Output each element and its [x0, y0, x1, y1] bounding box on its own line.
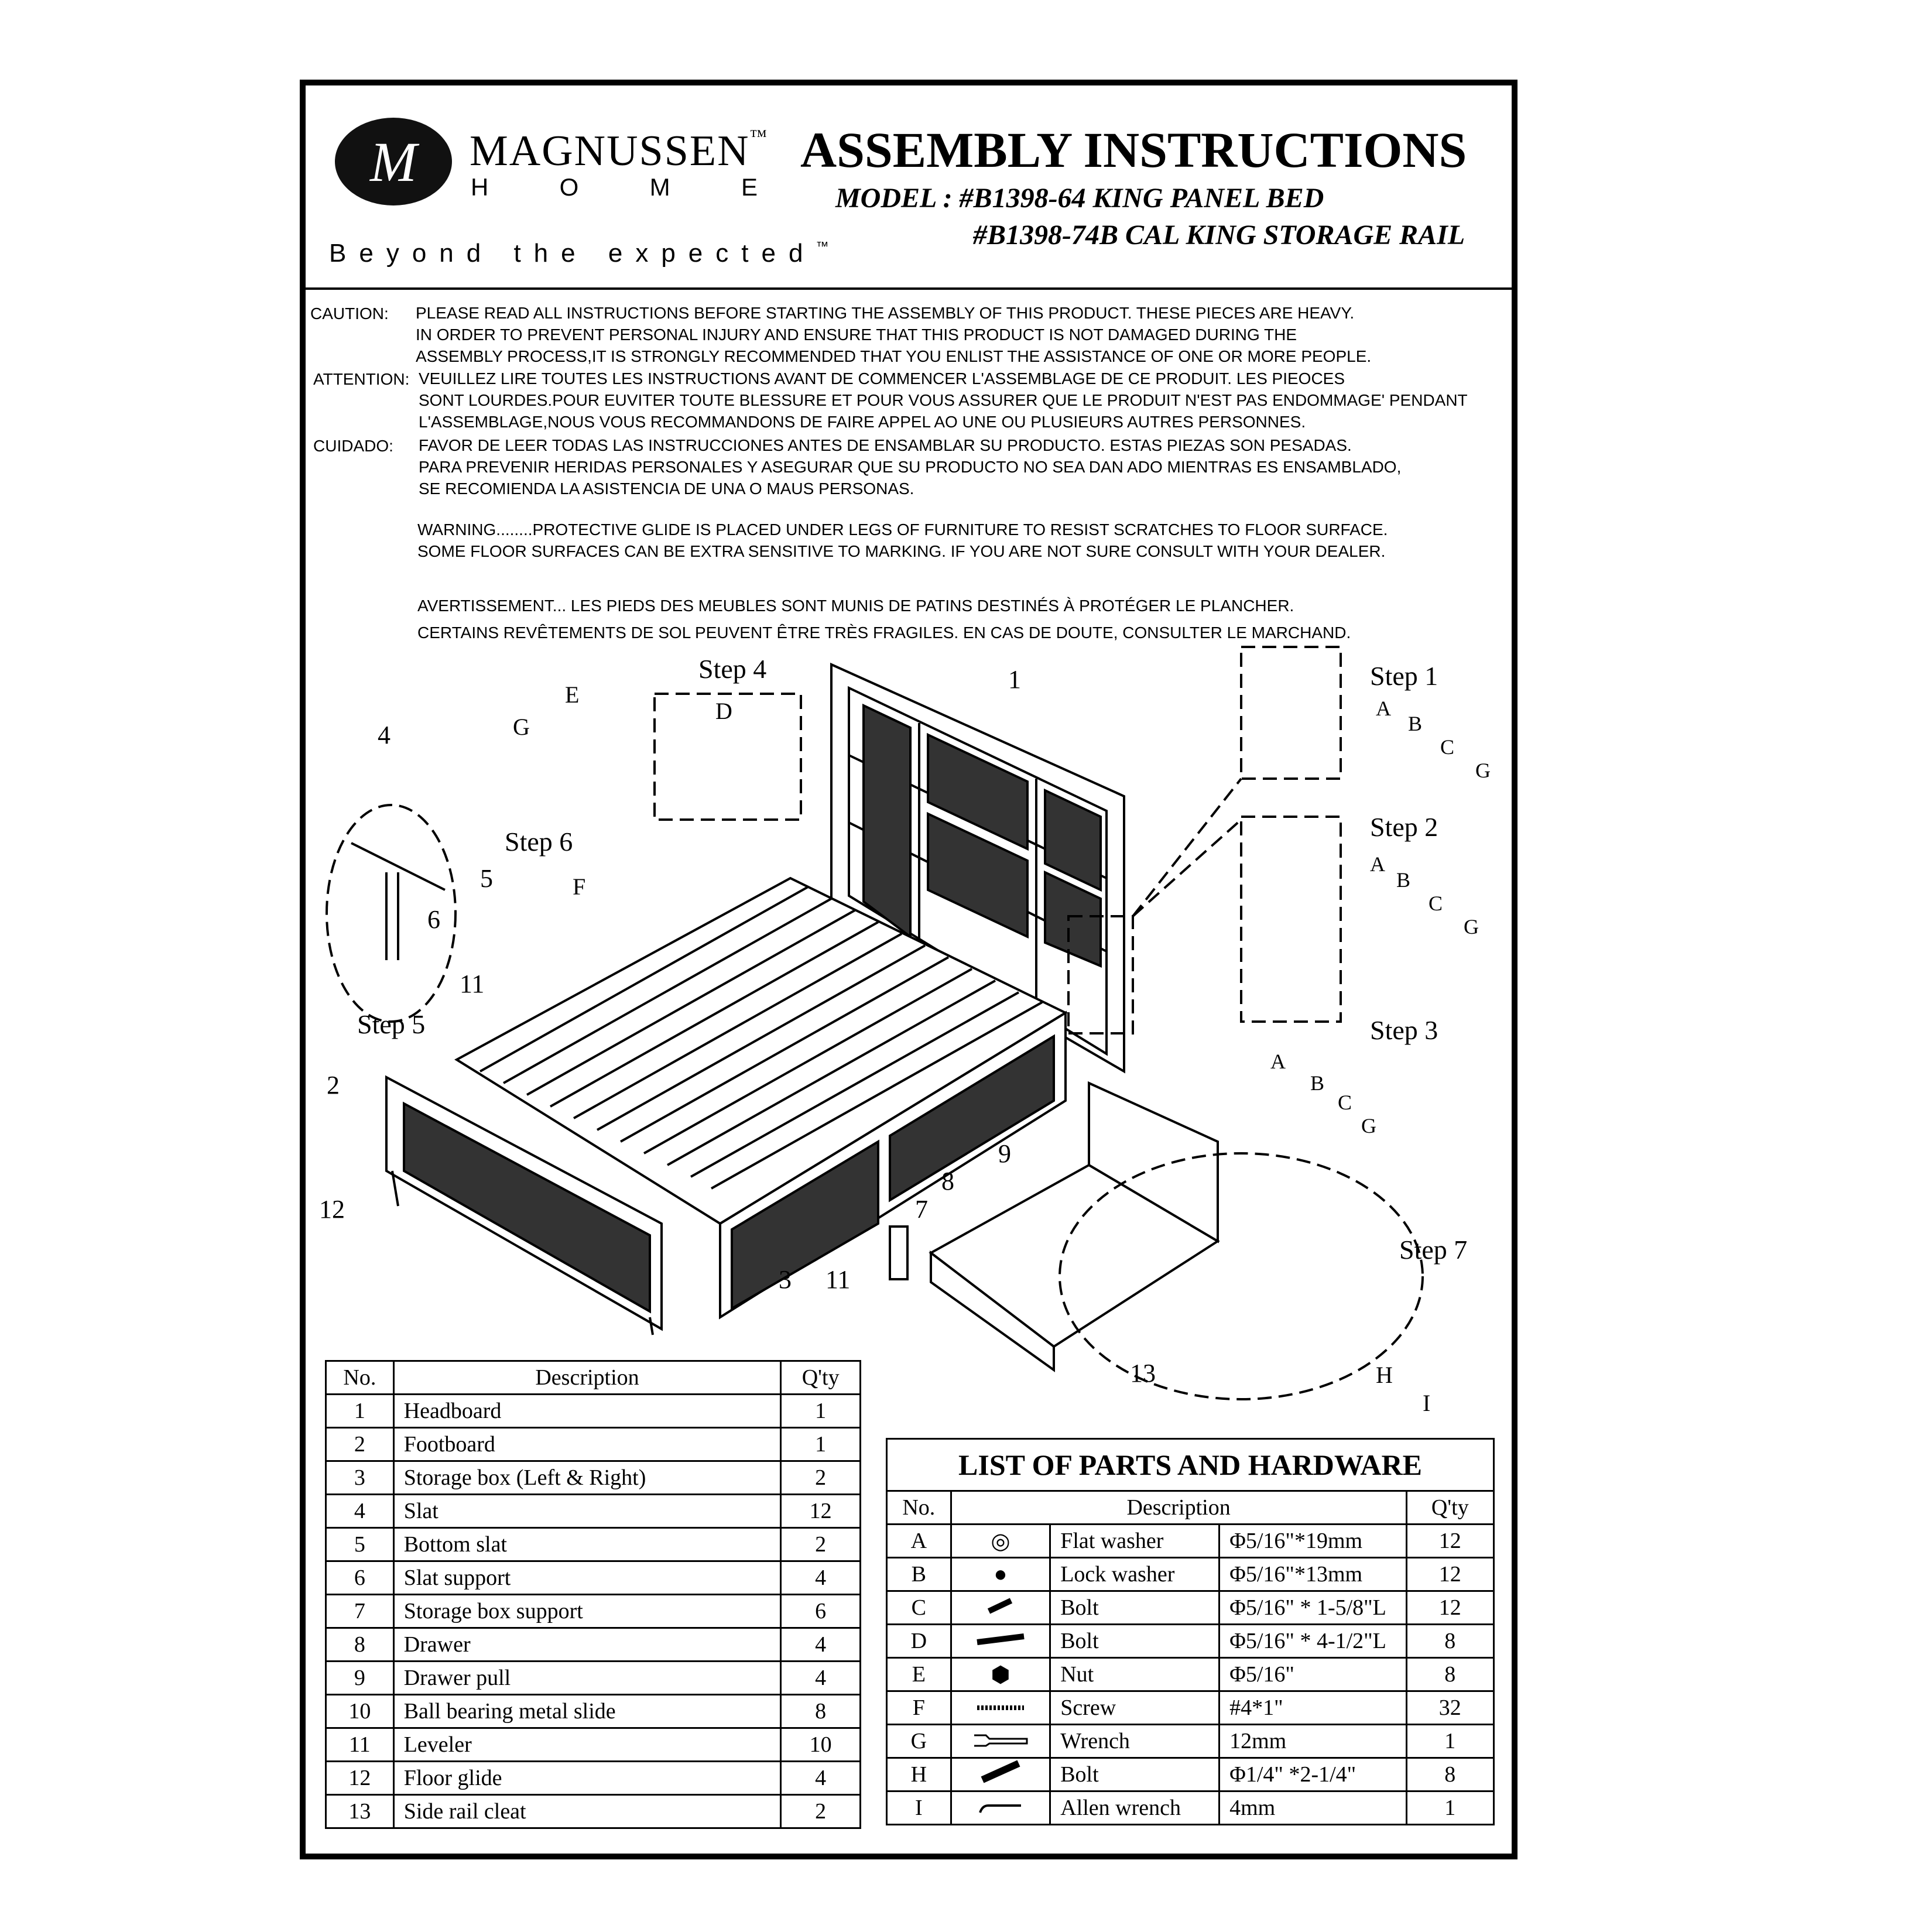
- table-cell: 6: [326, 1561, 394, 1595]
- table-cell: 12: [1406, 1591, 1493, 1625]
- table-cell: 10: [781, 1728, 861, 1762]
- step-4-label: Step 4: [698, 654, 767, 684]
- table-cell: Side rail cleat: [393, 1795, 781, 1828]
- table-cell: B: [887, 1558, 951, 1591]
- table-cell: Drawer pull: [393, 1662, 781, 1695]
- step3-letter-g: G: [1361, 1114, 1376, 1138]
- step1-letter-b: B: [1408, 712, 1423, 735]
- caution-text: PLEASE READ ALL INSTRUCTIONS BEFORE STARTING THE ASSEMBLY OF THIS PRODUCT. THESE PIECES ARE HEAVY. IN ORDER TO PREVENT PERSONAL INJURY AND ENSURE THAT THIS PRODUCT IS NOT DAMAGED DURING THE ASSEMBLY PROCESS,IT IS STRONGLY RECOMMENDED THAT YOU ENLIST THE ASSISTANCE OF ONE OR MORE PEOPLE.: [416, 304, 1372, 365]
- table-cell: Floor glide: [393, 1762, 781, 1795]
- step-2-label: Step 2: [1370, 812, 1438, 842]
- table-cell: Footboard: [393, 1428, 781, 1461]
- table-cell: Bolt: [1050, 1758, 1220, 1791]
- part-13-label: 13: [1130, 1359, 1156, 1388]
- table-cell: 1: [326, 1395, 394, 1428]
- table-cell: H: [887, 1758, 951, 1791]
- table-cell: F: [887, 1691, 951, 1725]
- table-cell: I: [887, 1791, 951, 1825]
- table-cell: Headboard: [393, 1395, 781, 1428]
- table-cell: 8: [1406, 1625, 1493, 1658]
- hardware-row: [887, 1691, 1494, 1725]
- part-12-label: 12: [319, 1195, 345, 1224]
- part-4-label: 4: [378, 721, 390, 749]
- table-cell: Screw: [1050, 1691, 1220, 1725]
- table-cell: Storage box (Left & Right): [393, 1461, 781, 1495]
- table-row: [326, 1561, 861, 1595]
- step-6-label: Step 6: [505, 827, 573, 857]
- table-cell: 4: [781, 1561, 861, 1595]
- table-row: [326, 1728, 861, 1762]
- hardware-row: [887, 1525, 1494, 1558]
- step2-detail-box: [1241, 817, 1341, 1022]
- header-qty: Q'ty: [781, 1361, 861, 1395]
- table-cell: 4: [781, 1762, 861, 1795]
- table-cell: 6: [781, 1595, 861, 1628]
- table-cell: 2: [781, 1795, 861, 1828]
- part-6-label: 6: [427, 905, 440, 934]
- brand-name: MAGNUSSEN™: [470, 126, 768, 175]
- table-cell: Φ5/16"*13mm: [1220, 1558, 1406, 1591]
- hardware-table-title: LIST OF PARTS AND HARDWARE: [887, 1439, 1494, 1491]
- table-header-row: [326, 1361, 861, 1395]
- part-5-label: 5: [480, 864, 493, 893]
- table-cell: D: [887, 1625, 951, 1658]
- table-cell: Slat: [393, 1495, 781, 1528]
- warning-text: WARNING........PROTECTIVE GLIDE IS PLACED UNDER LEGS OF FURNITURE TO RESIST SCRATCHES TO FLOOR SURFACE. SOME FLOOR SURFACES CAN BE EXTRA SENSITIVE TO MARKING. IF YOU ARE NOT SURE CONSULT WITH YOUR DEALER.: [417, 520, 1388, 560]
- table-cell: Bolt: [1050, 1591, 1220, 1625]
- hardware-row: [887, 1591, 1494, 1625]
- hw-header-description: Description: [951, 1491, 1406, 1525]
- table-row: [326, 1395, 861, 1428]
- step1-letter-a: A: [1376, 697, 1391, 720]
- table-row: [326, 1595, 861, 1628]
- attention-label: ATTENTION:: [313, 370, 410, 388]
- table-cell: 1: [781, 1428, 861, 1461]
- step-1-label: Step 1: [1370, 661, 1438, 691]
- table-cell: E: [887, 1658, 951, 1691]
- table-cell: Storage box support: [393, 1595, 781, 1628]
- table-cell: 2: [326, 1428, 394, 1461]
- table-cell: Bottom slat: [393, 1528, 781, 1561]
- table-row: [326, 1428, 861, 1461]
- table-cell: Slat support: [393, 1561, 781, 1595]
- table-cell: 9: [326, 1662, 394, 1695]
- brand-home: H O M E: [471, 173, 758, 201]
- table-cell: A: [887, 1525, 951, 1558]
- screw-icon: [951, 1691, 1050, 1725]
- table-cell: 8: [1406, 1758, 1493, 1791]
- table-cell: 8: [326, 1628, 394, 1662]
- step7-letter-h: H: [1376, 1362, 1393, 1388]
- hardware-row: [887, 1658, 1494, 1691]
- table-row: [326, 1628, 861, 1662]
- table-cell: 32: [1406, 1691, 1493, 1725]
- table-cell: 12: [326, 1762, 394, 1795]
- table-cell: 4: [781, 1662, 861, 1695]
- step2-letter-g: G: [1464, 915, 1479, 938]
- lock-washer-icon: ●: [951, 1558, 1050, 1591]
- table-row: [326, 1662, 861, 1695]
- flat-washer-icon: ◎: [951, 1525, 1050, 1558]
- step2-letter-b: B: [1396, 868, 1411, 892]
- table-cell: Wrench: [1050, 1725, 1220, 1758]
- short-bolt-icon: [951, 1591, 1050, 1625]
- step4-letter-d: D: [715, 698, 732, 724]
- table-cell: 11: [326, 1728, 394, 1762]
- table-row: [326, 1695, 861, 1728]
- step4-letter-g: G: [513, 714, 530, 740]
- table-row: [326, 1795, 861, 1828]
- table-cell: C: [887, 1591, 951, 1625]
- hardware-row: [887, 1725, 1494, 1758]
- long-bolt-icon: [951, 1625, 1050, 1658]
- step2-letter-c: C: [1429, 892, 1443, 915]
- allen-wrench-icon: [951, 1791, 1050, 1825]
- table-cell: 8: [1406, 1658, 1493, 1691]
- table-cell: 12mm: [1220, 1725, 1406, 1758]
- model-line-1: MODEL : #B1398-64 KING PANEL BED: [835, 183, 1324, 214]
- hw-header-no: No.: [887, 1491, 951, 1525]
- tagline: Beyond the expected™: [329, 239, 829, 268]
- table-cell: 10: [326, 1695, 394, 1728]
- table-cell: 4: [781, 1628, 861, 1662]
- step-3-label: Step 3: [1370, 1015, 1438, 1045]
- table-row: [326, 1461, 861, 1495]
- table-cell: 8: [781, 1695, 861, 1728]
- table-row: [326, 1528, 861, 1561]
- step1-detail-box: [1241, 647, 1341, 779]
- step2-letter-a: A: [1370, 852, 1385, 876]
- table-cell: Flat washer: [1050, 1525, 1220, 1558]
- table-cell: 12: [1406, 1525, 1493, 1558]
- table-cell: 2: [781, 1461, 861, 1495]
- brand-logo: M: [335, 118, 452, 205]
- table-cell: Lock washer: [1050, 1558, 1220, 1591]
- table-cell: 7: [326, 1595, 394, 1628]
- table-row: [326, 1495, 861, 1528]
- table-cell: 1: [781, 1395, 861, 1428]
- table-cell: Φ5/16" * 1-5/8"L: [1220, 1591, 1406, 1625]
- step1-letter-c: C: [1440, 735, 1455, 759]
- table-cell: Leveler: [393, 1728, 781, 1762]
- part-1-label: 1: [1008, 665, 1021, 694]
- table-cell: G: [887, 1725, 951, 1758]
- cuidado-label: CUIDADO:: [313, 437, 393, 455]
- part-11-label-b: 11: [825, 1265, 851, 1294]
- table-cell: Φ1/4" *2-1/4": [1220, 1758, 1406, 1791]
- table-cell: 13: [326, 1795, 394, 1828]
- part-2-label: 2: [327, 1071, 340, 1099]
- attention-text: VEUILLEZ LIRE TOUTES LES INSTRUCTIONS AVANT DE COMMENCER L'ASSEMBLAGE DE CE PRODUIT. LES PIEOCES SONT LOURDES.POUR EUVITER TOUTE BLESSURE ET POUR VOUS ASSURER QUE LE PRODUIT N'EST PAS ENDOMMAGE' PENDANT L'ASSEMBLAGE,NOUS VOUS RECOMMANDONS DE FAIRE APPEL AO UNE OU PLUSIEURS AUTRES PERSONNES.: [419, 369, 1468, 431]
- model-line-2: #B1398-74B CAL KING STORAGE RAIL: [973, 220, 1465, 251]
- table-cell: 3: [326, 1461, 394, 1495]
- header-no: No.: [326, 1361, 394, 1395]
- hardware-table: [886, 1438, 1495, 1825]
- step6-letter-f: F: [573, 873, 586, 900]
- bolt-h-icon: [951, 1758, 1050, 1791]
- table-cell: Φ5/16": [1220, 1658, 1406, 1691]
- part-7-label: 7: [915, 1195, 928, 1224]
- table-cell: Bolt: [1050, 1625, 1220, 1658]
- table-cell: Φ5/16"*19mm: [1220, 1525, 1406, 1558]
- hardware-row: [887, 1758, 1494, 1791]
- table-cell: 2: [781, 1528, 861, 1561]
- hardware-header-row: [887, 1491, 1494, 1525]
- table-cell: 4: [326, 1495, 394, 1528]
- table-cell: 12: [781, 1495, 861, 1528]
- parts-table: [325, 1360, 861, 1829]
- part-9-label: 9: [998, 1139, 1011, 1168]
- table-cell: 1: [1406, 1725, 1493, 1758]
- cuidado-text: FAVOR DE LEER TODAS LAS INSTRUCCIONES ANTES DE ENSAMBLAR SU PRODUCTO. ESTAS PIEZAS SON PESADAS. PARA PREVENIR HERIDAS PERSONALES Y ASEGURAR QUE SU PRODUCTO NO SEA DAN ADO MIENTRAS ES ENSAMBLADO, SE RECOMIENDA LA ASISTENCIA DE UNA O MAUS PERSONAS.: [419, 436, 1402, 498]
- table-cell: Ball bearing metal slide: [393, 1695, 781, 1728]
- table-cell: 1: [1406, 1791, 1493, 1825]
- header-description: Description: [393, 1361, 781, 1395]
- hardware-row: [887, 1625, 1494, 1658]
- step1-letter-g: G: [1475, 759, 1491, 782]
- step3-letter-a: A: [1270, 1050, 1286, 1073]
- table-cell: Nut: [1050, 1658, 1220, 1691]
- avertissement-text: AVERTISSEMENT... LES PIEDS DES MEUBLES SONT MUNIS DE PATINS DESTINÉS À PROTÉGER LE PLANCHER. CERTAINS REVÊTEMENTS DE SOL PEUVENT ÊTRE TRÈS FRAGILES. EN CAS DE DOUTE, CONSULTER LE MARCHAND.: [417, 597, 1351, 642]
- step-7-label: Step 7: [1399, 1235, 1468, 1265]
- step4-letter-e: E: [565, 681, 580, 708]
- nut-icon: ⬢: [951, 1658, 1050, 1691]
- table-cell: Φ5/16" * 4-1/2"L: [1220, 1625, 1406, 1658]
- hardware-title-row: [887, 1439, 1494, 1491]
- step7-letter-i: I: [1423, 1390, 1431, 1416]
- caution-label: CAUTION:: [310, 304, 389, 323]
- part-11-label-a: 11: [460, 970, 485, 998]
- hardware-row: [887, 1558, 1494, 1591]
- table-cell: 4mm: [1220, 1791, 1406, 1825]
- page-title: ASSEMBLY INSTRUCTIONS: [800, 122, 1467, 178]
- hardware-row: [887, 1791, 1494, 1825]
- table-cell: #4*1": [1220, 1691, 1406, 1725]
- table-cell: Allen wrench: [1050, 1791, 1220, 1825]
- table-row: [326, 1762, 861, 1795]
- table-cell: 5: [326, 1528, 394, 1561]
- wrench-icon: [951, 1725, 1050, 1758]
- hw-header-qty: Q'ty: [1406, 1491, 1493, 1525]
- part-3-label: 3: [779, 1265, 792, 1294]
- part-8-label: 8: [941, 1167, 954, 1195]
- step3-letter-c: C: [1338, 1091, 1352, 1114]
- step3-letter-b: B: [1310, 1071, 1325, 1095]
- table-cell: Drawer: [393, 1628, 781, 1662]
- leveler-drawing: [890, 1227, 907, 1279]
- step-5-label: Step 5: [357, 1009, 426, 1039]
- table-cell: 12: [1406, 1558, 1493, 1591]
